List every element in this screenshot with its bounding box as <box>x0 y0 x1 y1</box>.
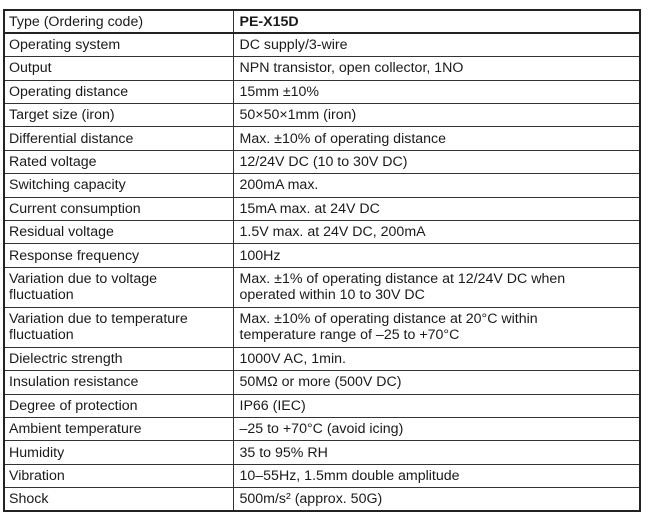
table-row <box>4 267 640 307</box>
param-label: Insulation resistance <box>4 371 233 394</box>
param-label: Residual voltage <box>4 221 233 244</box>
param-value: 500m/s² (approx. 50G) <box>233 488 640 511</box>
param-value: Max. ±10% of operating distance <box>233 127 640 150</box>
param-value: Max. ±1% of operating distance at 12/24V DC when operated within 10 to 30V DC <box>233 267 640 307</box>
param-label: Rated voltage <box>4 150 233 173</box>
param-value: 10–55Hz, 1.5mm double amplitude <box>233 464 640 487</box>
table-row <box>4 127 640 150</box>
spec-table <box>3 9 641 512</box>
table-row <box>4 57 640 80</box>
param-label: Operating distance <box>4 80 233 103</box>
param-value: NPN transistor, open collector, 1NO <box>233 57 640 80</box>
table-row <box>4 150 640 173</box>
table-row <box>4 174 640 197</box>
table-row <box>4 221 640 244</box>
table-header-row <box>4 10 640 33</box>
param-label: Variation due to voltage fluctuation <box>4 267 233 307</box>
table-row <box>4 371 640 394</box>
param-label: Degree of protection <box>4 394 233 417</box>
table-row <box>4 80 640 103</box>
param-label: Dielectric strength <box>4 347 233 370</box>
param-value: 35 to 95% RH <box>233 441 640 464</box>
model-code: PE-X15D <box>233 10 640 33</box>
param-value: –25 to +70°C (avoid icing) <box>233 417 640 440</box>
param-label: Operating system <box>4 33 233 56</box>
param-label: Output <box>4 57 233 80</box>
table-row <box>4 441 640 464</box>
param-value: DC supply/3-wire <box>233 33 640 56</box>
param-label: Response frequency <box>4 244 233 267</box>
param-label: Variation due to temperature fluctuation <box>4 307 233 347</box>
table-row <box>4 417 640 440</box>
table-row <box>4 197 640 220</box>
table-row <box>4 33 640 56</box>
param-label: Target size (iron) <box>4 104 233 127</box>
param-label: Humidity <box>4 441 233 464</box>
header-label: Type (Ordering code) <box>4 10 233 33</box>
param-label: Switching capacity <box>4 174 233 197</box>
param-value: 15mm ±10% <box>233 80 640 103</box>
param-value: 200mA max. <box>233 174 640 197</box>
param-value: IP66 (IEC) <box>233 394 640 417</box>
param-label: Shock <box>4 488 233 511</box>
param-value: Max. ±10% of operating distance at 20°C within temperature range of –25 to +70°C <box>233 307 640 347</box>
table-row <box>4 104 640 127</box>
param-label: Vibration <box>4 464 233 487</box>
param-value: 1.5V max. at 24V DC, 200mA <box>233 221 640 244</box>
param-value: 100Hz <box>233 244 640 267</box>
param-label: Current consumption <box>4 197 233 220</box>
table-row <box>4 307 640 347</box>
table-row <box>4 488 640 511</box>
param-value: 12/24V DC (10 to 30V DC) <box>233 150 640 173</box>
param-label: Ambient temperature <box>4 417 233 440</box>
param-value: 50MΩ or more (500V DC) <box>233 371 640 394</box>
table-row <box>4 347 640 370</box>
table-row <box>4 394 640 417</box>
param-value: 15mA max. at 24V DC <box>233 197 640 220</box>
param-value: 1000V AC, 1min. <box>233 347 640 370</box>
param-label: Differential distance <box>4 127 233 150</box>
param-value: 50×50×1mm (iron) <box>233 104 640 127</box>
table-row <box>4 464 640 487</box>
table-row <box>4 244 640 267</box>
